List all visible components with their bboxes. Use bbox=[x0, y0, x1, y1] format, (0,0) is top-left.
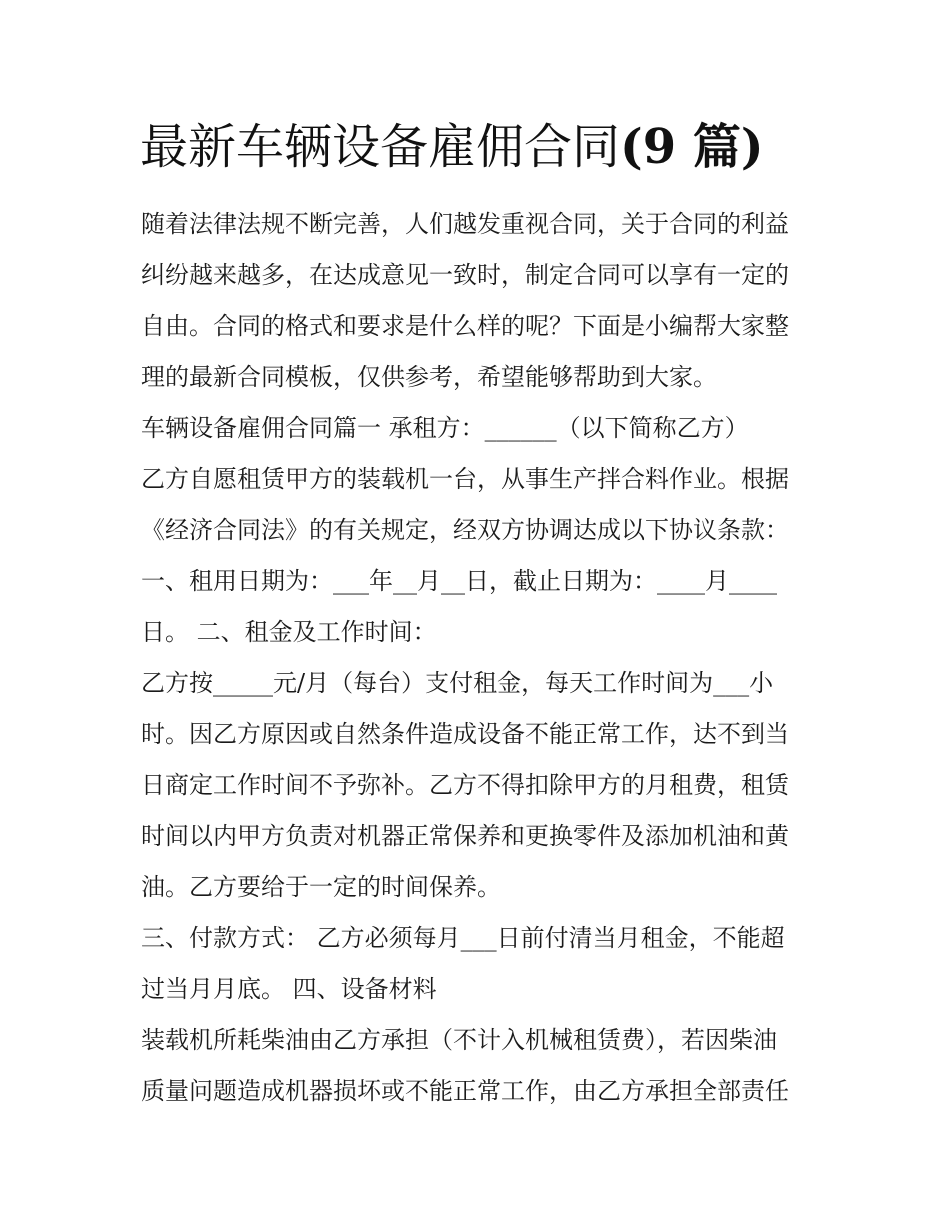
body-line: 过当月月底。 四、设备材料 bbox=[141, 975, 437, 1003]
body-line: 自由。合同的格式和要求是什么样的呢？下面是小编帮大家整 bbox=[141, 312, 789, 340]
body-line: 随着法律法规不断完善，人们越发重视合同，关于合同的利益 bbox=[141, 210, 789, 238]
body-line: 日商定工作时间不予弥补。乙方不得扣除甲方的月租费，租赁 bbox=[141, 771, 789, 799]
body-line: 质量问题造成机器损坏或不能正常工作，由乙方承担全部责任 bbox=[141, 1077, 789, 1105]
body-line: 理的最新合同模板，仅供参考，希望能够帮助到大家。 bbox=[141, 363, 717, 391]
body-line: 日。 二、租金及工作时间： bbox=[141, 618, 437, 646]
document-body bbox=[141, 199, 816, 1117]
body-line: 油。乙方要给于一定的时间保养。 bbox=[141, 873, 501, 901]
body-line: 时间以内甲方负责对机器正常保养和更换零件及添加机油和黄 bbox=[141, 822, 789, 850]
body-line: 装载机所耗柴油由乙方承担（不计入机械租赁费），若因柴油 bbox=[141, 1026, 777, 1054]
body-line: 三、付款方式： 乙方必须每月___日前付清当月租金，不能超 bbox=[141, 924, 785, 952]
body-line: 时。因乙方原因或自然条件造成设备不能正常工作，达不到当 bbox=[141, 720, 789, 748]
body-line: 纠纷越来越多，在达成意见一致时，制定合同可以享有一定的 bbox=[141, 261, 789, 289]
title-suffix: (9 篇) bbox=[620, 119, 764, 175]
body-line: 乙方按_____元/月（每台）支付租金，每天工作时间为___小 bbox=[141, 669, 774, 697]
body-line: 车辆设备雇佣合同篇一 承租方：______（以下简称乙方） bbox=[141, 414, 749, 442]
body-line: 《经济合同法》的有关规定，经双方协调达成以下协议条款： bbox=[141, 516, 789, 544]
body-line: 一、租用日期为：___年__月__日，截止日期为：____月____ bbox=[141, 567, 777, 595]
title-main: 最新车辆设备雇佣合同 bbox=[140, 119, 621, 175]
page-title bbox=[140, 112, 840, 182]
body-line: 乙方自愿租赁甲方的装载机一台，从事生产拌合料作业。根据 bbox=[141, 465, 789, 493]
